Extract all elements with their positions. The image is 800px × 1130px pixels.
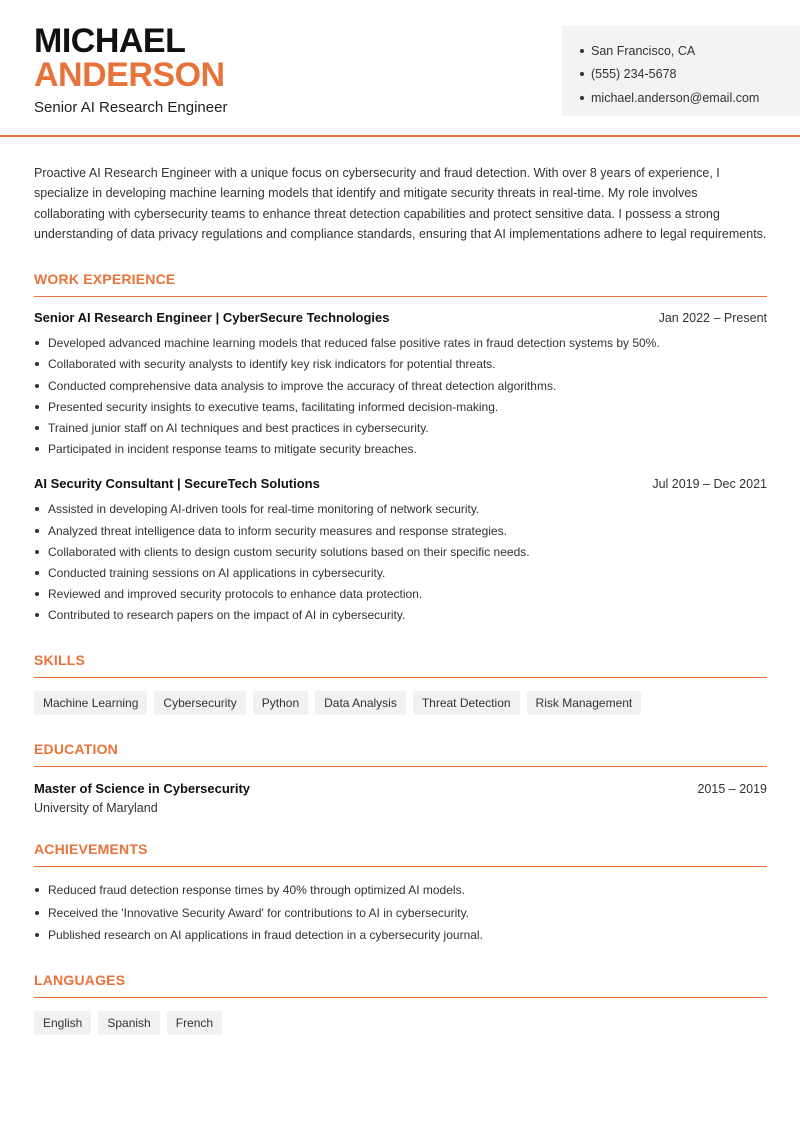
skills-list xyxy=(34,691,767,715)
job-entry xyxy=(34,476,767,626)
section-title-achievements: ACHIEVEMENTS xyxy=(34,841,767,867)
job-date: Jan 2022 – Present xyxy=(658,310,767,325)
job-header xyxy=(34,476,767,491)
skill-chip: Data Analysis xyxy=(315,691,406,715)
education-header xyxy=(34,781,767,796)
bullet-icon xyxy=(35,447,39,451)
job-bullets xyxy=(34,333,767,460)
job-date: Jul 2019 – Dec 2021 xyxy=(652,476,767,491)
bullet-icon xyxy=(35,507,39,511)
list-item xyxy=(34,901,767,924)
bullet-icon xyxy=(35,911,39,915)
list-item-text: Reduced fraud detection response times by 40% through optimized AI models. xyxy=(48,883,465,898)
list-item xyxy=(34,439,767,460)
bullet-icon xyxy=(35,384,39,388)
contact-location-text: San Francisco, CA xyxy=(591,43,696,58)
contact-location xyxy=(580,39,784,63)
bullet-icon xyxy=(35,571,39,575)
job-bullets xyxy=(34,499,767,626)
education-date: 2015 – 2019 xyxy=(697,781,767,796)
list-item xyxy=(34,520,767,541)
list-item-text: Analyzed threat intelligence data to inform security measures and response strategies. xyxy=(48,523,507,538)
list-item xyxy=(34,879,767,902)
list-item-text: Conducted comprehensive data analysis to improve the accuracy of threat detection algorithms. xyxy=(48,378,557,393)
bullet-icon xyxy=(35,341,39,345)
resume-header xyxy=(0,0,800,137)
bullet-icon xyxy=(35,933,39,937)
list-item-text: Published research on AI applications in fraud detection in a cybersecurity journal. xyxy=(48,928,483,943)
achievements-list xyxy=(34,879,767,947)
education-school: University of Maryland xyxy=(34,800,158,815)
summary: Proactive AI Research Engineer with a unique focus on cybersecurity and fraud detection. With over 8 years of experience, I specialize in developing machine learning models that identify and mitigate security threats in real-time. My role involves collaborating with cybersecurity teams to enhance threat detection capabilities and protect sensitive data. I possess a strong understanding of data privacy regulations and compliance standards, ensuring that AI implementations adhere to legal requirements. xyxy=(34,166,767,242)
skill-chip: Machine Learning xyxy=(34,691,147,715)
list-item xyxy=(34,333,767,354)
bullet-icon xyxy=(580,72,584,76)
job-role: Senior AI Research Engineer | CyberSecure Technologies xyxy=(34,309,390,325)
bullet-icon xyxy=(580,49,584,53)
last-name: ANDERSON xyxy=(34,56,225,94)
language-chip: French xyxy=(167,1011,222,1035)
candidate-name xyxy=(34,24,225,92)
list-item xyxy=(34,375,767,396)
bullet-icon xyxy=(580,96,584,100)
list-item-text: Participated in incident response teams to mitigate security breaches. xyxy=(48,442,417,457)
section-title-skills: SKILLS xyxy=(34,652,767,678)
education-entry xyxy=(34,781,767,815)
list-item xyxy=(34,924,767,947)
contact-phone-text: (555) 234-5678 xyxy=(591,67,677,82)
bullet-icon xyxy=(35,888,39,892)
list-item xyxy=(34,396,767,417)
bullet-icon xyxy=(35,529,39,533)
list-item-text: Reviewed and improved security protocols to enhance data protection. xyxy=(48,587,423,602)
bullet-icon xyxy=(35,613,39,617)
list-item xyxy=(34,354,767,375)
job-entry xyxy=(34,310,767,460)
job-title: Senior AI Research Engineer xyxy=(34,99,228,116)
contact-email xyxy=(580,86,784,110)
first-name: MICHAEL xyxy=(34,22,186,60)
list-item xyxy=(34,562,767,583)
language-chip: English xyxy=(34,1011,91,1035)
list-item xyxy=(34,584,767,605)
bullet-icon xyxy=(35,592,39,596)
skill-chip: Cybersecurity xyxy=(154,691,245,715)
list-item-text: Received the 'Innovative Security Award' for contributions to AI in cybersecurity. xyxy=(48,905,470,920)
resume-body xyxy=(34,163,767,1035)
list-item-text: Collaborated with security analysts to identify key risk indicators for potential threats. xyxy=(48,357,496,372)
list-item xyxy=(34,541,767,562)
section-title-languages: LANGUAGES xyxy=(34,972,767,998)
skill-chip: Python xyxy=(253,691,308,715)
skill-chip: Risk Management xyxy=(527,691,642,715)
bullet-icon xyxy=(35,362,39,366)
job-header xyxy=(34,310,767,325)
skill-chip: Threat Detection xyxy=(413,691,520,715)
list-item-text: Assisted in developing AI-driven tools for real-time monitoring of network security. xyxy=(48,502,480,517)
contact-box xyxy=(562,26,800,116)
list-item-text: Developed advanced machine learning models that reduced false positive rates in fraud detection systems by 50%. xyxy=(48,336,660,351)
bullet-icon xyxy=(35,550,39,554)
contact-phone xyxy=(580,63,784,87)
section-title-work: WORK EXPERIENCE xyxy=(34,271,767,297)
bullet-icon xyxy=(35,405,39,409)
education-degree: Master of Science in Cybersecurity xyxy=(34,780,251,796)
list-item-text: Collaborated with clients to design custom security solutions based on their specific needs. xyxy=(48,544,530,559)
languages-list xyxy=(34,1011,767,1035)
section-title-education: EDUCATION xyxy=(34,741,767,767)
list-item xyxy=(34,417,767,438)
bullet-icon xyxy=(35,426,39,430)
list-item-text: Contributed to research papers on the impact of AI in cybersecurity. xyxy=(48,608,406,623)
job-role: AI Security Consultant | SecureTech Solutions xyxy=(34,475,320,491)
list-item-text: Trained junior staff on AI techniques and best practices in cybersecurity. xyxy=(48,420,429,435)
contact-email-text: michael.anderson@email.com xyxy=(591,90,760,105)
list-item xyxy=(34,499,767,520)
language-chip: Spanish xyxy=(98,1011,159,1035)
list-item-text: Conducted training sessions on AI applications in cybersecurity. xyxy=(48,565,386,580)
list-item-text: Presented security insights to executive teams, facilitating informed decision-making. xyxy=(48,399,499,414)
list-item xyxy=(34,605,767,626)
